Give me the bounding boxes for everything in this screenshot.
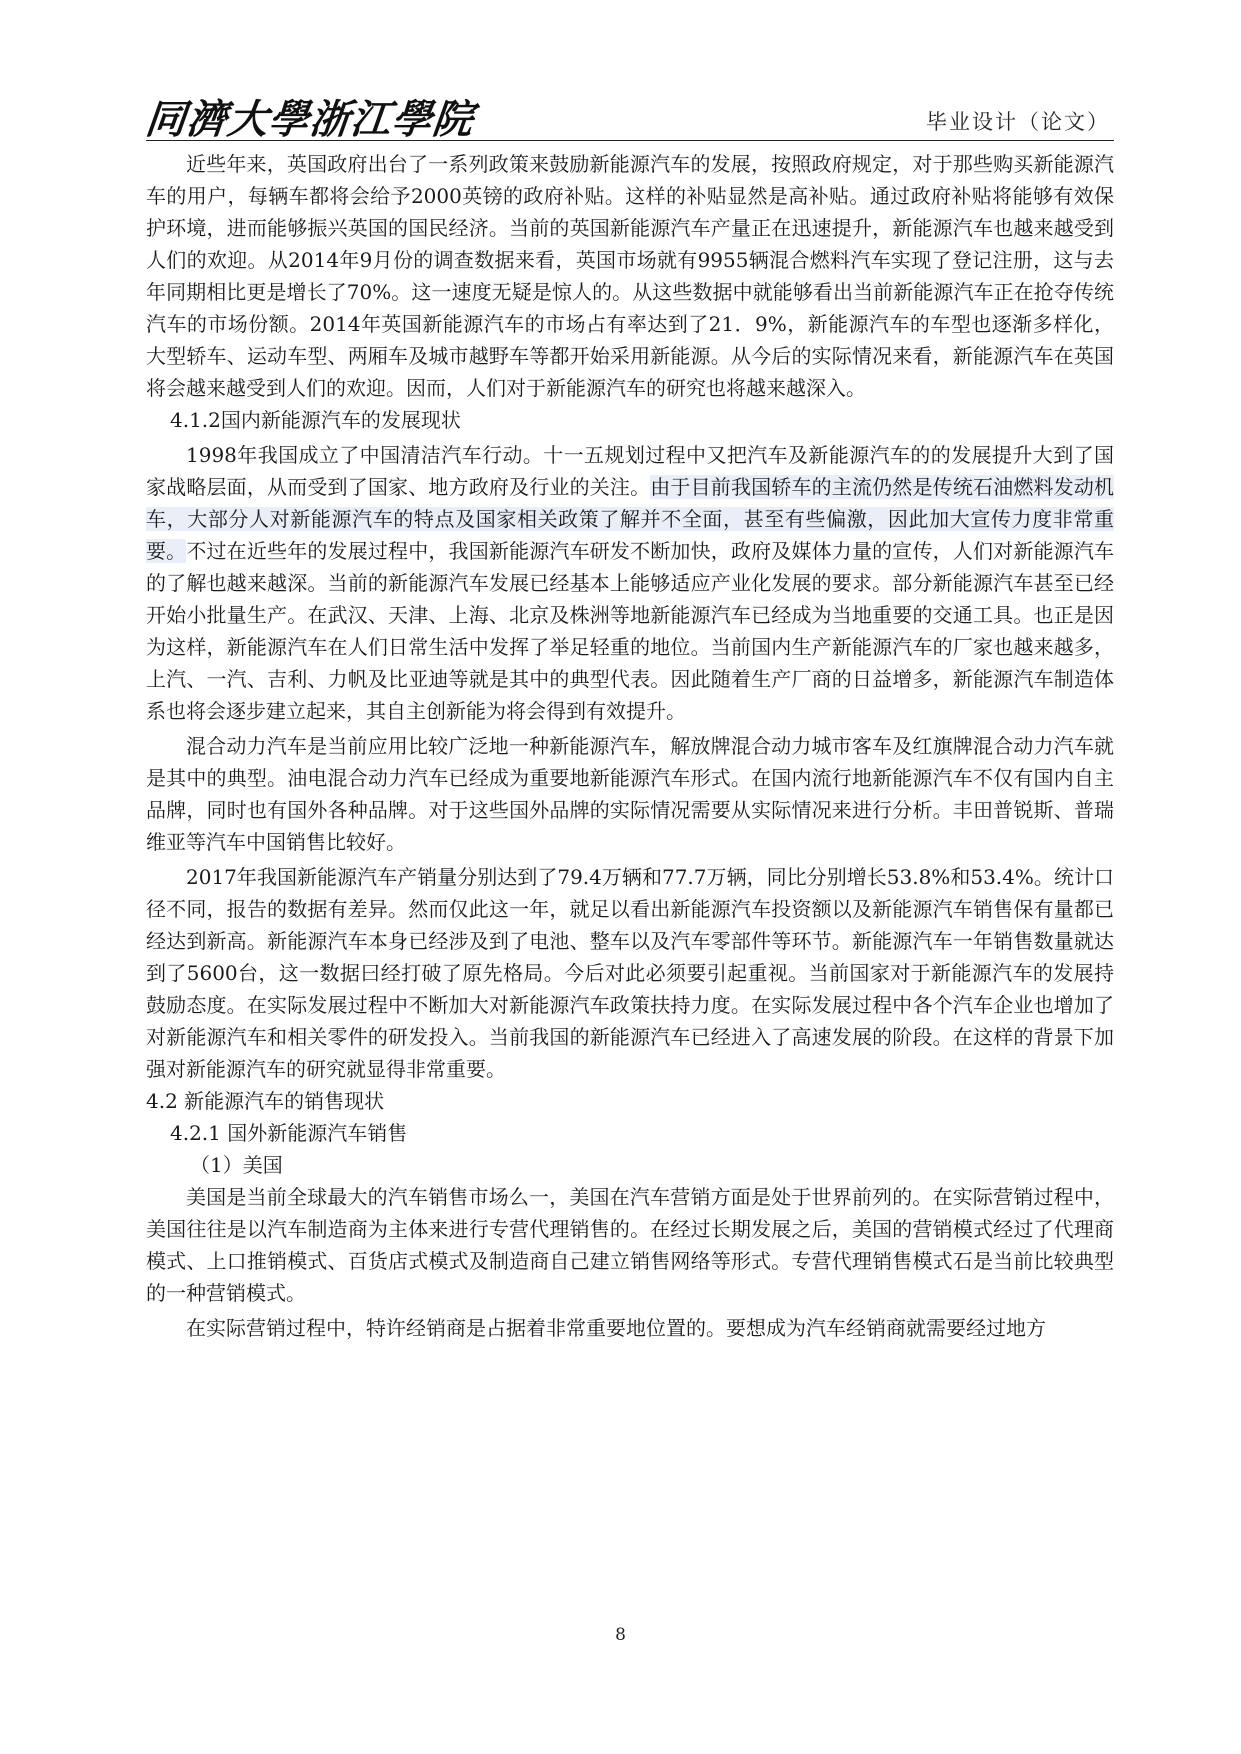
- highlighted-text: 由于目前我国轿车的主流仍然是传统石油燃料发动机车，大部分人对新能源汽车的特点及国家相关政策了解并不全面，甚至有些偏激，因此加大宣传力度非常重要。: [146, 475, 1115, 563]
- section-heading-4-2-1: 4.2.1 国外新能源汽车销售: [170, 1121, 408, 1145]
- subheading-usa: （1）美国: [190, 1153, 283, 1177]
- page-header: [143, 86, 1114, 143]
- paragraph-text: 不过在近些年的发展过程中，我国新能源汽车研发不断加快，政府及媒体力量的宣传，人们对新能源汽车的了解也越来越深。当前的新能源汽车发展已经基本上能够适应产业化发展的要求。部分新能源汽车甚至已经开始小批量生产。在武汉、天津、上海、北京及株洲等地新能源汽车已经成为当地重要的交通工具。也正是因为这样，新能源汽车在人们日常生活中发挥了举足轻重的地位。当前国内生产新能源汽车的厂家也越来越多，上汽、一汽、吉利、力帆及比亚迪等就是其中的典型代表。因此随着生产厂商的日益增多，新能源汽车制造体系也将会逐步建立起来，其自主创新能为将会得到有效提升。: [146, 539, 1115, 723]
- section-heading-4-1-2: 4.1.2国内新能源汽车的发展现状: [170, 408, 461, 432]
- section-heading-4-2: 4.2 新能源汽车的销售现状: [146, 1089, 385, 1113]
- document-body: [146, 148, 1114, 1344]
- paragraph-2017-sales: 2017年我国新能源汽车产销量分别达到了79.4万辆和77.7万辆，同比分别增长53.8%和53.4%。统计口径不同，报告的数据有差异。然而仅此这一年，就足以看出新能源汽车投资额以及新能源汽车销售保有量都已经达到新高。新能源汽车本身已经涉及到了电池、整车以及汽车零部件等环节。新能源汽车一年销售数量就达到了5600台，这一数据曰经打破了原先格局。今后对此必须要引起重视。当前国家对于新能源汽车的发展持鼓励态度。在实际发展过程中不断加大对新能源汽车政策扶持力度。在实际发展过程中各个汽车企业也增加了对新能源汽车和相关零件的研发投入。当前我国的新能源汽车已经进入了高速发展的阶段。在这样的背景下加强对新能源汽车的研究就显得非常重要。: [146, 865, 1114, 1081]
- paragraph-us-market: 美国是当前全球最大的汽车销售市场么一，美国在汽车营销方面是处于世界前列的。在实际营销过程中，美国往往是以汽车制造商为主体来进行专营代理销售的。在经过长期发展之后，美国的营销模式经过了代理商模式、上口推销模式、百货店式模式及制造商自己建立销售网络等形式。专营代理销售模式石是当前比较典型的一种营销模式。: [146, 1185, 1114, 1305]
- thesis-label: 毕业设计（论文）: [926, 110, 1110, 134]
- paragraph-franchise-dealers: 在实际营销过程中，特许经销商是占据着非常重要地位置的。要想成为汽车经销商就需要经过地方: [186, 1316, 1046, 1340]
- paragraph-domestic-development: [146, 439, 1114, 727]
- paragraph-uk-policy: 近些年来，英国政府出台了一系列政策来鼓励新能源汽车的发展，按照政府规定，对于那些购买新能源汽车的用户，每辆车都将会给予2000英镑的政府补贴。这样的补贴显然是高补贴。通过政府补贴将能够有效保护环境，进而能够振兴英国的国民经济。当前的英国新能源汽车产量正在迅速提升，新能源汽车也越来越受到人们的欢迎。从2014年9月份的调查数据来看，英国市场就有9955辆混合燃料汽车实现了登记注册，这与去年同期相比更是增长了70%。这一速度无疑是惊人的。从这些数据中就能够看出当前新能源汽车正在抢夺传统汽车的市场份额。2014年英国新能源汽车的市场占有率达到了21．9%，新能源汽车的车型也逐渐多样化，大型轿车、运动车型、两厢车及城市越野车等都开始采用新能源。从今后的实际情况来看，新能源汽车在英国将会越来越受到人们的欢迎。因而，人们对于新能源汽车的研究也将越来越深入。: [146, 152, 1114, 400]
- paragraph-hybrid-vehicles: 混合动力汽车是当前应用比较广泛地一种新能源汽车，解放牌混合动力城市客车及红旗牌混合动力汽车就是其中的典型。油电混合动力汽车已经成为重要地新能源汽车形式。在国内流行地新能源汽车不仅有国内自主品牌，同时也有国外各种品牌。对于这些国外品牌的实际情况需要从实际情况来进行分析。丰田普锐斯、普瑞维亚等汽车中国销售比较好。: [146, 734, 1114, 854]
- university-logo: 同濟大學浙江學院: [143, 96, 477, 143]
- page-number: 8: [615, 1625, 626, 1645]
- paragraph-text: 1998年我国成立了中国清洁汽车行动。十一五规划过程中又把汽车及新能源汽车的的发展提升大到了国家战略层面，从而受到了国家、地方政府及行业的关注。: [146, 443, 1114, 499]
